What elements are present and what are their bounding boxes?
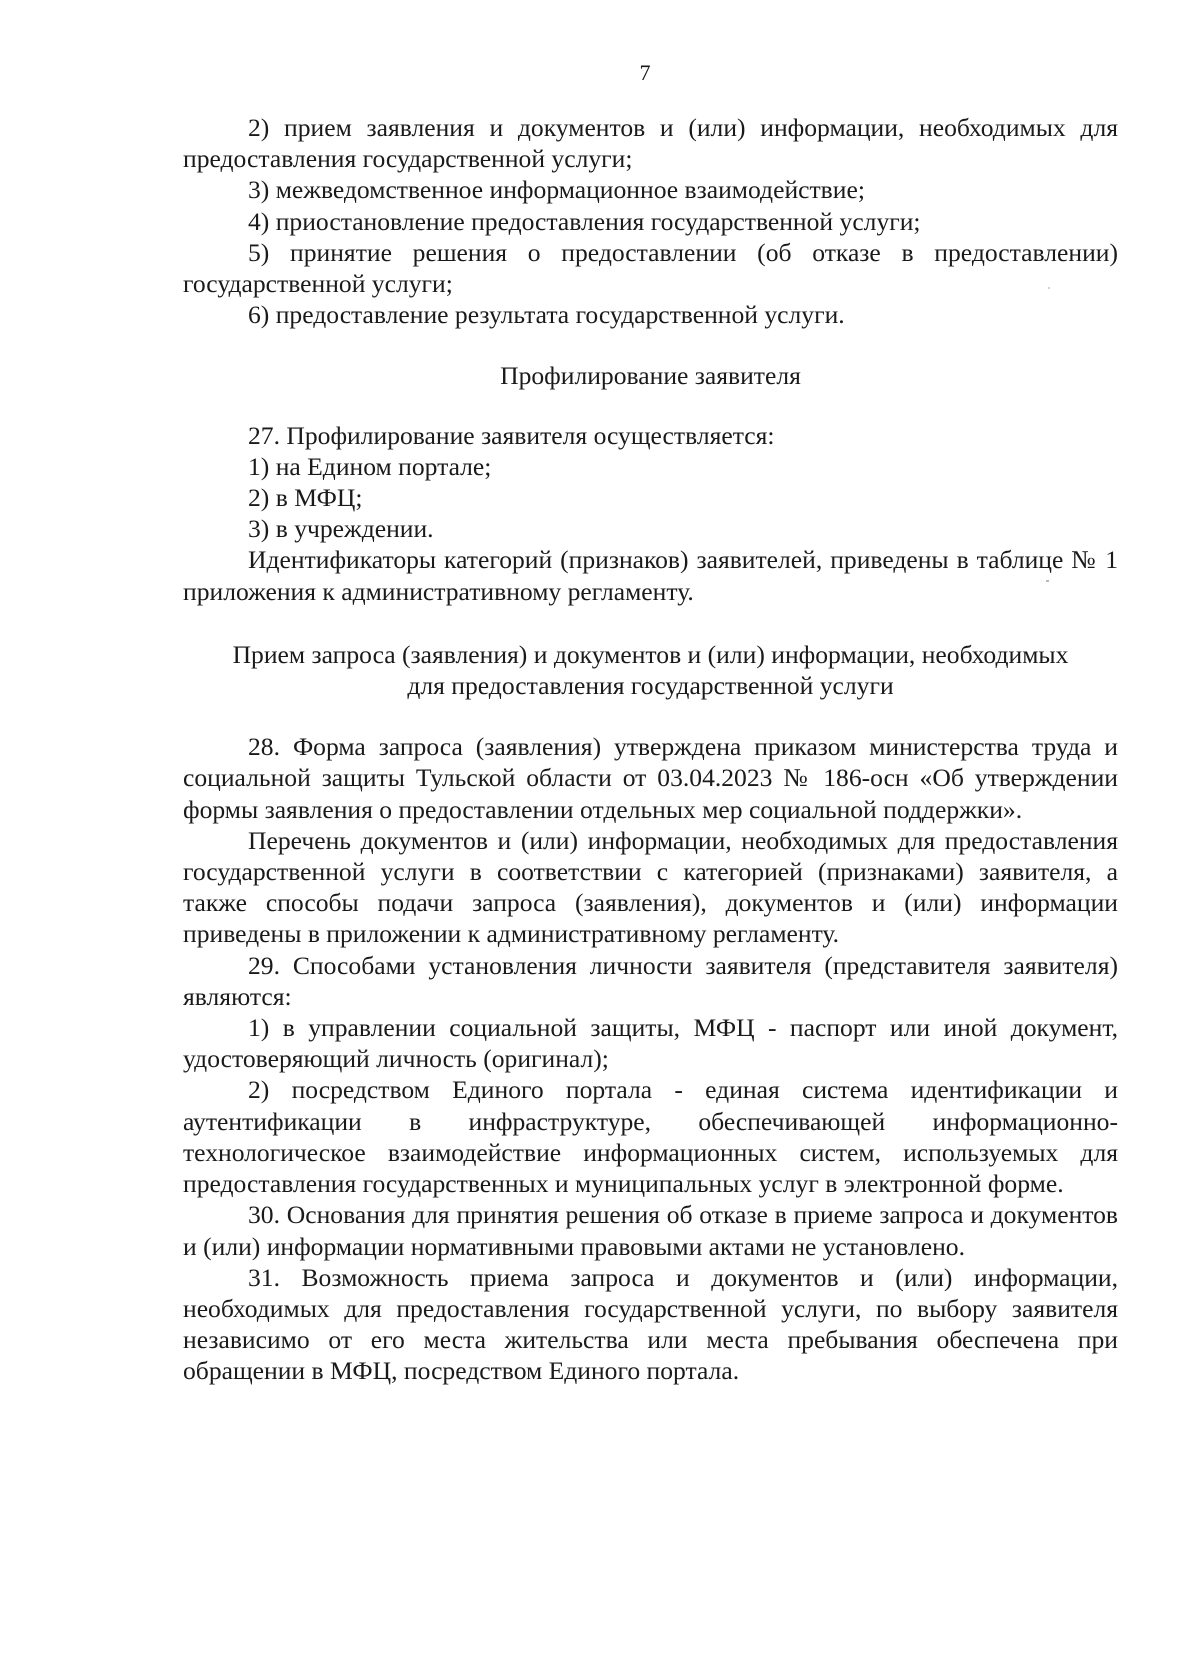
- paragraph-30: 30. Основания для принятия решения об отказе в приеме запроса и документов и (или) информации нормативными правовыми актами не установлено.: [183, 1200, 1118, 1261]
- section-heading-request-line1: Прием запроса (заявления) и документов и (или) информации, необходимых: [232, 639, 1069, 669]
- paragraph-29-item1: 1) в управлении социальной защиты, МФЦ - паспорт или иной документ, удостоверяющий личность (оригинал);: [183, 1013, 1118, 1074]
- paragraph-31: 31. Возможность приема запроса и документов и (или) информации, необходимых для предоставления государственной услуги, по выбору заявителя независимо от его места жительства или места пребывания обеспечена при обращении в МФЦ, посредством Единого портала.: [183, 1262, 1118, 1386]
- list-item: 4) приостановление предоставления государственной услуги;: [248, 206, 921, 236]
- document-body: [183, 112, 1118, 1387]
- list-item: 2) прием заявления и документов и (или) информации, необходимых для предоставления государственной услуги;: [183, 113, 1118, 174]
- paragraph-28-documents-list: Перечень документов и (или) информации, необходимых для предоставления государственной услуги в соответствии с категорией (признаками) заявителя, а также способы подачи запроса (заявления), документов и (или) информации приведены в приложении к административному регламенту.: [183, 825, 1118, 949]
- paragraph-27-intro: 27. Профилирование заявителя осуществляется:: [248, 420, 775, 450]
- section-heading-request: [183, 639, 1118, 701]
- list-item: 6) предоставление результата государственной услуги.: [248, 300, 845, 330]
- list-item: 2) в МФЦ;: [248, 483, 363, 513]
- paragraph-29-intro: 29. Способами установления личности заявителя (представителя заявителя) являются:: [183, 950, 1118, 1011]
- page-number: 7: [639, 60, 651, 85]
- paragraph-29-item2: 2) посредством Единого портала - единая система идентификации и аутентификации в инфраструктуре, обеспечивающей информационно-технологическое взаимодействие информационных систем, используемых для предоставления государственных и муниципальных услуг в электронной форме.: [183, 1075, 1118, 1199]
- section-heading-request-line2: для предоставления государственной услуги: [407, 671, 894, 701]
- paragraph-28: 28. Форма запроса (заявления) утверждена приказом министерства труда и социальной защиты Тульской области от 03.04.2023 № 186-осн «Об утверждении формы заявления о предоставлении отдельных мер социальной поддержки».: [183, 732, 1118, 824]
- scan-speck: [1046, 580, 1049, 582]
- list-item: 3) в учреждении.: [248, 514, 434, 544]
- scan-speck: [1048, 287, 1050, 289]
- section-heading-profiling: Профилирование заявителя: [500, 361, 801, 391]
- list-item: 3) межведомственное информационное взаимодействие;: [248, 175, 865, 205]
- list-item: 5) принятие решения о предоставлении (об отказе в предоставлении) государственной услуги;: [183, 237, 1118, 299]
- list-item: 1) на Едином портале;: [248, 451, 492, 481]
- paragraph-27-note: Идентификаторы категорий (признаков) заявителей, приведены в таблице № 1 приложения к административному регламенту.: [183, 545, 1118, 606]
